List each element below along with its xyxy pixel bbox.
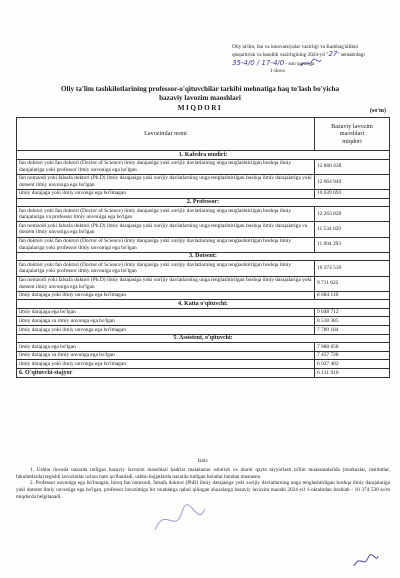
salary-cell: 12 263 820 <box>315 207 390 222</box>
section-title: 6. O'qituvchi-stajyor <box>17 369 315 378</box>
table-row <box>17 351 390 360</box>
table-header-row <box>17 118 390 151</box>
section-row <box>17 198 390 207</box>
note-paragraph-1: 1. Ushbu ilovada nazarda tutilgan bazaviy lavozim maoshlari kadrlar malakasini oshirish va ularni qayta tayyorlash ta'lim muassasalarida (markazlar, institutlar, fakultetlarda) tegishli lavozimlar uchun ham qo'llaniladi, ushbu hujjatlarda nazarda tutilgan holatlar bundan mustasno. <box>16 466 390 480</box>
section-title: 4. Katta o'qituvchi: <box>17 300 390 309</box>
section-title: 3. Dotsent: <box>17 252 390 261</box>
salary-cell: 7 789 184 <box>315 326 390 335</box>
table-row <box>17 159 390 174</box>
position-cell: fan doktori yoki fan doktori (Doctor of Science) ilmiy darajasiga yoki xorijiy davlatlarning unga tenglashtirilgan boshqa ilmiy darajalariga yoki professor ilmiy unvoniga ega bo'lgan <box>17 261 315 276</box>
salary-cell: 6 927 402 <box>315 360 390 369</box>
salary-cell: 9 711 622 <box>315 276 390 291</box>
header-quote-close: " <box>337 52 341 59</box>
section-row <box>17 252 390 261</box>
position-cell: ilmiy darajaga yoki ilmiy unvonga ega bo'lmagan <box>17 291 315 300</box>
table-row <box>17 189 390 198</box>
position-cell: ilmiy darajaga yoki ilmiy unvonga ega bo'lmagan <box>17 360 315 369</box>
header-signature-mark <box>300 58 322 68</box>
currency-unit: (so'm) <box>370 108 386 114</box>
signature-mark <box>150 500 210 540</box>
table-row <box>17 326 390 335</box>
position-cell: fan nomzodi yoki falsafa doktori (Ph.D) ilmiy darajasiga yoki xorijiy davlatlarning unga tenglashtirilgan boshqa ilmiy darajalariga yoki dotsent ilmiy unvoniga ega bo'lgan <box>17 276 315 291</box>
salary-cell: 10 639 693 <box>315 189 390 198</box>
column-header-value-line-1: Bazaviy lavozim <box>331 122 373 130</box>
section-title: 2. Professor: <box>17 198 390 207</box>
section-row-last <box>17 369 390 378</box>
position-cell: fan nomzodi yoki falsafa doktori (Ph.D) ilmiy darajasiga yoki xorijiy davlatlarning unga tenglashtirilgan boshqa ilmiy darajalariga va dotsent ilmiy unvoniga ega bo'lgan <box>17 222 315 237</box>
table-row <box>17 207 390 222</box>
title-line-1: Oliy ta'lim tashkilotlarining professor-o'qituvchilar tarkibi mehnatiga haq to'lash bo'yicha <box>60 85 340 93</box>
salary-table <box>16 117 390 378</box>
salary-cell: 7 457 728 <box>315 351 390 360</box>
handwritten-day: 27 <box>328 50 338 59</box>
header-line-3-text: - son qaroriga <box>285 60 315 67</box>
table-row <box>17 360 390 369</box>
position-cell: fan nomzodi yoki falsafa doktori (Ph.D) ilmiy darajasiga yoki xorijiy davlatlarning unga tenglashtirilgan boshqa ilmiy darajalariga yoki dotsent ilmiy unvoniga ega bo'lgan <box>17 174 315 189</box>
position-cell: ilmiy darajaga ega bo'lgan <box>17 308 315 317</box>
salary-cell: 8 684 110 <box>315 291 390 300</box>
column-header-value <box>315 118 390 151</box>
column-header-value-line-3: miqdori <box>342 137 362 145</box>
column-header-value-line-2: maoshlari <box>339 130 365 138</box>
header-line-2-text: qisqartirish va bandlik vazirligining 2024-yil " <box>232 52 329 59</box>
table-row <box>17 317 390 326</box>
table-row <box>17 174 390 189</box>
salary-cell: 12 860 438 <box>315 159 390 174</box>
header-month: sentabrdagi <box>340 52 365 59</box>
position-cell: fan doktori yoki fan doktori (Doctor of Science) ilmiy darajasiga yoki xorijiy davlatlarning unga tenglashtirilgan boshqa ilmiy darajalariga va professor ilmiy unvoniga ega bo'lgan <box>17 207 315 222</box>
table-row <box>17 261 390 276</box>
notes-heading: Izoh: <box>197 458 209 464</box>
salary-cell: 6 131 910 <box>315 369 390 378</box>
salary-cell: 8 518 385 <box>315 317 390 326</box>
position-cell: ilmiy darajaga ega bo'lgan <box>17 343 315 352</box>
table-row <box>17 291 390 300</box>
handwritten-decree-number: 35-4/0 / 17-4/0 <box>232 58 285 67</box>
position-cell: ilmiy darajaga va ilmiy unvonga ega bo'lgan <box>17 351 315 360</box>
salary-cell: 7 988 058 <box>315 343 390 352</box>
salary-cell: 9 048 712 <box>315 308 390 317</box>
table-row <box>17 222 390 237</box>
table-row <box>17 343 390 352</box>
salary-cell: 12 064 949 <box>315 174 390 189</box>
appendix-label: 1-ilova <box>270 68 285 75</box>
position-cell: fan doktori yoki fan doktori (Doctor of Science) ilmiy darajasiga yoki xorijiy davlatlarning unga tenglashtirilgan boshqa ilmiy darajalariga yoki professor ilmiy unvoniga ega bo'lgan <box>17 159 315 174</box>
section-row <box>17 151 390 160</box>
document-title <box>0 85 400 113</box>
table-row <box>17 276 390 291</box>
column-header-name: Lavozimlar nomi <box>17 118 315 151</box>
salary-cell: 11 534 620 <box>315 222 390 237</box>
title-line-3: MIQDORI <box>177 103 223 112</box>
section-title: 5. Assistent, o'qituvchi: <box>17 334 390 343</box>
position-cell: fan doktori yoki fan doktori (Doctor of Science) ilmiy darajasiga yoki xorijiy davlatlarning unga tenglashtirilgan boshqa ilmiy darajalariga yoki professor ilmiy unvoniga ega bo'lgan <box>17 237 315 252</box>
section-row <box>17 300 390 309</box>
salary-cell: 11 004 293 <box>315 237 390 252</box>
position-cell: ilmiy darajaga yoki ilmiy unvonga ega bo'lmagan <box>17 189 315 198</box>
corner-signature-mark <box>352 552 380 570</box>
position-cell: ilmiy darajaga va ilmiy unvonga ega bo'lgan <box>17 317 315 326</box>
table-row <box>17 308 390 317</box>
section-title: 1. Kafedra mudiri: <box>17 151 390 160</box>
table-row <box>17 237 390 252</box>
position-cell: ilmiy darajaga yoki ilmiy unvonga ega bo'lmagan <box>17 326 315 335</box>
note-paragraph-2: 2. Professor unvoniga ega bo'lmagan, biroq fan nomzodi, falsafa doktori (PhD) ilmiy darajasiga yoki xorijiy davlatlarning unga tenglashtirilgan boshqa ilmiy darajalariga yoki dotsent ilmiy unvoniga ega bo'lgan, professor lavozimiga bir muddatga qabul qilingan shaxslarga bazaviy lavozim maoshi 2024-yil 1-oktabrdan boshlab - 10 374 530 so'm miqdorda belgilanadi. <box>16 480 390 500</box>
section-row <box>17 334 390 343</box>
notes-block <box>16 458 390 501</box>
salary-cell: 10 374 530 <box>315 261 390 276</box>
title-line-2: bazaviy lavozim maoshlari <box>159 94 241 103</box>
header-line-1: Oliy ta'lim, fan va innovatsiyalar vazirligi va Kambag'allikni <box>232 44 359 50</box>
